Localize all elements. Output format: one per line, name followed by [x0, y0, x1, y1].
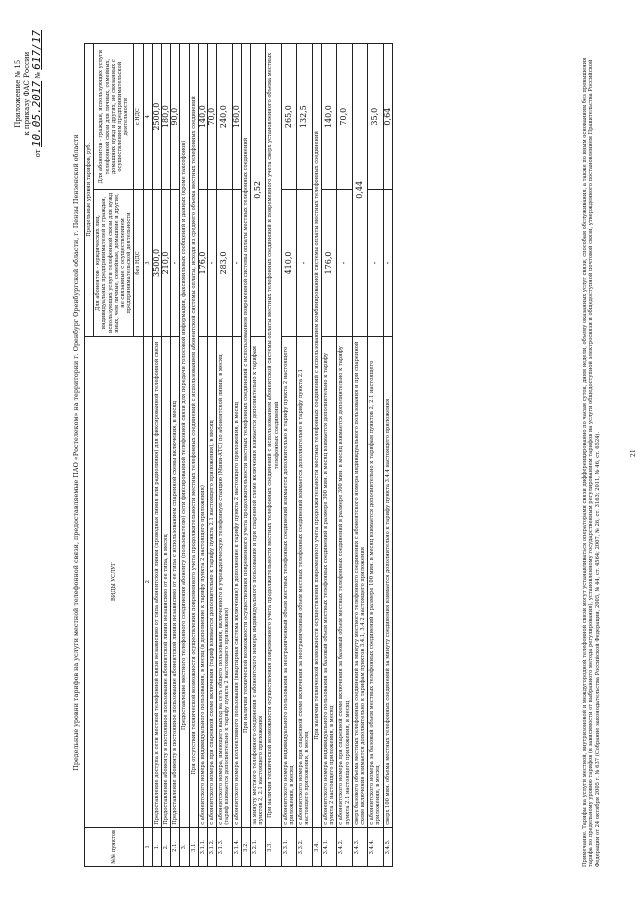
service-description: сверх 100 мин. объема местных телефонных соединений за минуту соединения взимается дополнительно к тарифу пункта 3.4.4 настоящего приложения — [383, 336, 392, 827]
document-title: Предельные уровни тарифов на услуги местной телефонной связи, предоставляемые ПАО «Ростелеком» на территории г. Оренбург Оренбургской области, г. Пензы Пензенской области — [72, 134, 80, 771]
tariff-business: 176,0 — [321, 190, 336, 336]
table-row — [180, 44, 189, 867]
col-index: 4 — [143, 44, 152, 190]
vat-citizen: с НДС — [134, 44, 143, 190]
tariff-business: - — [368, 190, 383, 336]
row-number: 3.4.3. — [352, 827, 367, 866]
table-row — [352, 44, 367, 867]
col-number-header: №№ пунктов — [85, 827, 144, 866]
tariff-business: - — [383, 190, 392, 336]
table-row — [217, 44, 232, 867]
tariff-citizen: 240,0 — [217, 44, 232, 190]
service-description: Предоставление доступа к сети местной телефонной связи независимо от типа абонентской линии (проводная линия или радиолиния) для фиксированной телефонной связи — [152, 336, 161, 827]
table-row — [152, 44, 161, 867]
table-row — [241, 44, 250, 867]
service-description: с абонентского номера при спаренной схеме включения (тариф взимается дополнительно к тарифу пункта 2.1 настоящего приложения), в месяц — [208, 336, 217, 827]
tariff-business: - — [232, 190, 241, 336]
table-row — [281, 44, 296, 867]
table-row — [251, 44, 266, 867]
row-number: 3.1.2. — [208, 827, 217, 866]
col-citizen-header: Для абонентов - граждан, использующих услуги телефонной связи для личных, семейных, домашних нужд и других, не связанных с осуществлением предпринимательской деятельности — [94, 44, 134, 190]
tariff-citizen: 90,0 — [171, 44, 180, 190]
table-row — [232, 44, 241, 867]
col-index: 1 — [143, 827, 152, 866]
row-number: 3.3.2. — [297, 827, 312, 866]
tariff-business: 176,0 — [198, 190, 207, 336]
tariff-business: - — [208, 190, 217, 336]
col-index: 3 — [143, 190, 152, 336]
table-row — [171, 44, 180, 867]
tariff-citizen: 2500,0 — [152, 44, 161, 190]
row-number: 3.1.3. — [217, 827, 232, 866]
row-number: 3. — [180, 827, 189, 866]
row-number: 3.3.1. — [281, 827, 296, 866]
tariff-citizen: 265,0 — [281, 44, 296, 190]
section-heading: При наличии технической возможности осуществления повременного учета продолжительности местных телефонных соединений с использованием повременной системы оплаты местных телефонных соединений — [241, 44, 250, 828]
row-number: 2.1. — [171, 827, 180, 866]
table-row — [198, 44, 207, 867]
table-row — [321, 44, 336, 867]
tariff-table — [84, 43, 393, 867]
tariff-citizen: 180,0 — [162, 44, 171, 190]
row-number: 2. — [162, 827, 171, 866]
tariff-business: 283,0 — [217, 190, 232, 336]
appendix-header — [14, 30, 43, 157]
service-description: с абонентского номера при спаренной схеме включения за неограниченный объем местных телефонных соединений взимается дополнительно к тарифу пункта 2.1 настоящего приложения, в месяц — [297, 336, 312, 827]
tariff-business: - — [297, 190, 312, 336]
row-number: 3.2. — [241, 827, 250, 866]
service-description: с абонентского номера индивидуального пользования за неограниченный объем местных телефонных соединений взимается дополнительно к тарифу пункта 2 настоящего приложения, в месяц — [281, 336, 296, 827]
table-row — [297, 44, 312, 867]
table-row — [383, 44, 392, 867]
row-number: 3.4.4. — [368, 827, 383, 866]
row-number: 3.4. — [312, 827, 321, 866]
tariff-citizen: 140,0 — [321, 44, 336, 190]
col-service-header: ВИДЫ УСЛУГ — [85, 336, 144, 827]
service-description: сверх базового объема местных телефонных соединений за минуту местного телефонного соединения с абонентского номера индивидуального пользования и при спаренной схеме включения взимается дополнительно к тарифам пунктов 3.4.1, 3.4.2 настоящего приложения — [352, 336, 367, 827]
table-row — [312, 44, 321, 867]
service-description: Предоставление абоненту в постоянное пользование абонентской линии независимо от ее типа, в месяц — [162, 336, 171, 827]
service-description: с абонентского номера, имеющего выход на сеть общего пользования, включенного в учрежденческую телефонную станцию (Мини-АТС) по абонентской линии, в месяц (тариф взимается дополнительно к тарифу пункта 2 настоящего приложения) — [217, 336, 232, 827]
service-description: с абонентского номера индивидуального пользования за базовый объем местных телефонных соединений в размере 300 мин. в месяц взимается дополнительно к тарифу пункта 2 настоящего приложения, в месяц — [321, 336, 336, 827]
tariff-business: 0,52 — [251, 44, 266, 337]
note — [582, 43, 601, 867]
vat-business: без НДС — [134, 190, 143, 336]
service-description: за минуту местного телефонного соединения с абонентского номера индивидуального пользования и при спаренной схеме включения взимается дополнительно к тарифам пунктов 2, 2.1 настоящего приложения — [251, 336, 266, 827]
section-heading: При отсутствии технической возможности осуществления повременного учета продолжительности местных телефонных соединений с использованием абонентской системы оплаты, исходя из среднего объема местных телефонных соединений — [189, 44, 198, 828]
col-business-header: Для абонентов - юридических лиц, индивидуальных предпринимателей и граждан, использующих услуги телефонной связи для нужд иных, чем личные, семейные, домашние и другие, не связанные с осуществлением предпринимательской деятельности — [94, 190, 134, 336]
row-number: 3.3. — [266, 827, 281, 866]
section-heading: При наличии технической возможности осуществления повременного учета продолжительности местных телефонных соединений с использованием абонентской системы оплаты местных телефонных соединений и повременного учета сверх установленного объема местных телефонных соединений — [266, 44, 281, 828]
tariff-citizen: 132,5 — [297, 44, 312, 190]
order-label: к приказу ФАС России — [23, 51, 31, 136]
tariff-business: 210,0 — [162, 190, 171, 336]
tariff-citizen: 70,0 — [337, 44, 352, 190]
tariff-business: - — [171, 190, 180, 336]
tariff-citizen: 35,0 — [368, 44, 383, 190]
row-number: 3.1. — [189, 827, 198, 866]
tariff-business: 410,0 — [281, 190, 296, 336]
tariff-citizen: 160,0 — [232, 44, 241, 190]
tariff-business: 0,44 — [352, 44, 367, 337]
order-number: 617/17 — [30, 30, 43, 70]
row-number: 3.1.1. — [198, 827, 207, 866]
page-number: 21 — [630, 449, 637, 457]
row-number: 3.4.1. — [321, 827, 336, 866]
row-number: 3.1.4. — [232, 827, 241, 866]
table-row — [337, 44, 352, 867]
col-index: 2 — [143, 336, 152, 827]
table-row — [266, 44, 281, 867]
service-description: с абонентского номера коллективного пользования (квартирная система включения) в дополнение к тарифу пункта 2 настоящего приложения, в месяц — [232, 336, 241, 827]
appendix-label: Приложение № 15 — [14, 59, 22, 128]
tariff-citizen: 70,0 — [208, 44, 217, 190]
order-date-line: от 10.05.2017 № 617/17 — [30, 30, 43, 158]
tariff-rows — [152, 44, 392, 867]
row-number: 3.4.2. — [337, 827, 352, 866]
note-text: Тарифы на услуги местной, внутризоновой и междугородной телефонной связи могут устанавливаться операторами связи дифференцированно по часам суток, дням недели, объему оказанных услуг связи, способам обслуживания, а также по иным основаниям без превышения тарифа по предельному уровню тарифов (в зависимости от выбранного метода регулирования), установленному государственным регулированием тарифов на услуги общедоступной электросвязи и общедоступной почтовой связи, утвержденного постановлением Правительства Российской Федерации от 24 октября 2005 г. № 637 (Собрание законодательства Российской Федерации, 2005, № 44, ст. 4564; 2007, № 26, ст. 3163; 2011, № 46, ст. 6524). — [582, 57, 601, 867]
row-number: 1. — [152, 827, 161, 866]
table-row — [162, 44, 171, 867]
table-row — [189, 44, 198, 867]
service-description: Предоставление абоненту в постоянное пользование абонентской линии независимо от ее типа с использованием спаренной схемы включения, в месяц — [171, 336, 180, 827]
order-date: 10.05.2017 — [30, 80, 43, 148]
tariff-citizen: 140,0 — [198, 44, 207, 190]
tariff-business: - — [337, 190, 352, 336]
table-row — [208, 44, 217, 867]
row-number: 3.4.5. — [383, 827, 392, 866]
service-description: с абонентского номера при спаренной схеме включения за базовый объем местных телефонных соединений в размере 300 мин. в месяц взимается дополнительно к тарифу пункта 2.1 настоящего приложения, в месяц — [337, 336, 352, 827]
row-number: 3.2.1. — [251, 827, 266, 866]
tariff-citizen: 0,64 — [383, 44, 392, 190]
section-heading: Предоставление местного телефонного соединения абоненту (пользователю) сети фиксированной телефонной связи для передачи голосовой информации, факсимильных сообщений и данных (кроме таксофонов) — [180, 44, 189, 828]
service-description: с абонентского номера за базовый объем местных телефонных соединений в размере 100 мин. в месяц взимается дополнительно к тарифам пунктов 2, 2.1 настоящего приложения, в месяц — [368, 336, 383, 827]
note-label: Примечание. — [582, 830, 588, 867]
col-levels-header: Предельные уровни тарифов, руб. — [85, 44, 94, 337]
service-description: с абонентского номера индивидуального пользования, в месяц (в дополнение к тарифу пункта 2 настоящего приложения) — [198, 336, 207, 827]
section-heading: При наличии технической возможности осуществления повременного учета продолжительности местных телефонных соединений с использованием комбинированной системы оплаты местных телефонных соединений — [312, 44, 321, 828]
table-row — [368, 44, 383, 867]
tariff-business: 3500,0 — [152, 190, 161, 336]
